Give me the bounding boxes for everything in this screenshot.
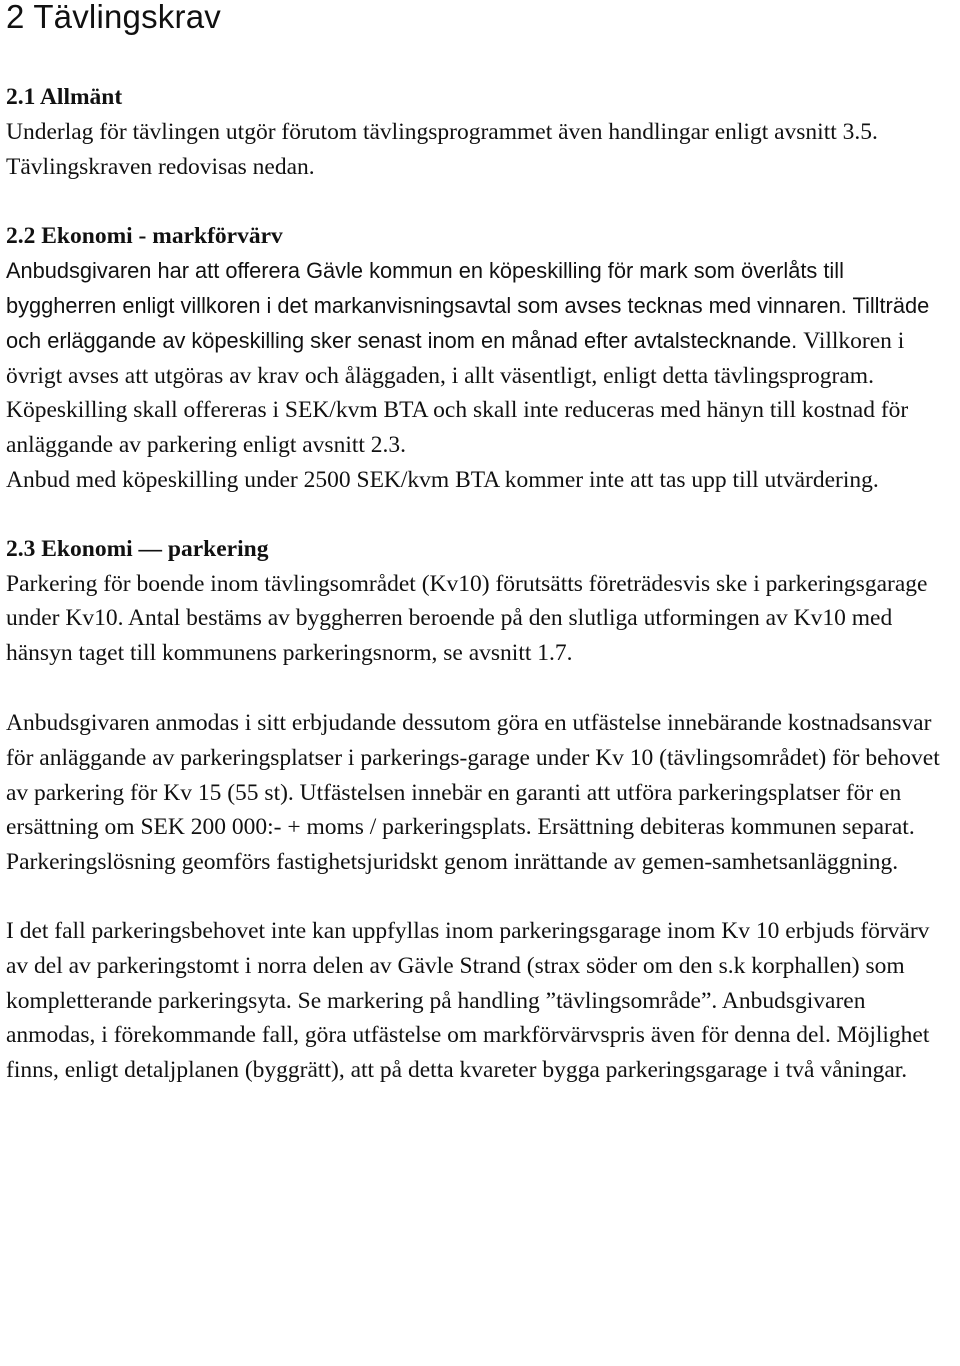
section-2-3-title: 2.3 Ekonomi — parkering	[6, 535, 269, 562]
section-2-2-bid-note: Anbud med köpeskilling under 2500 SEK/kvm BTA kommer inte att tas upp till utvärdering.	[6, 466, 879, 493]
section-2-2-text-sans: Anbudsgivaren har att offerera Gävle kommun en köpeskilling för mark som överlåts till byggherren enligt villkoren i det markanvisningsavtal som avses tecknas med vinnaren. Tillträde och erläggande av köpeskilling sker senast inom en månad efter avtalstecknande.	[6, 258, 930, 353]
document-page	[6, 0, 956, 1088]
section-2-1	[6, 80, 956, 184]
section-2-2-text-serif: Villkoren i övrigt avses att utgöras av krav och åläggaden, i allt väsentligt, enligt detta tävlingsprogram. Köpeskilling skall offereras i SEK/kvm BTA och skall inte reduceras med hänyn till kostnad för anläggande av parkering enligt avsnitt 2.3.	[6, 327, 909, 459]
section-2-3-paragraph-4: I det fall parkeringsbehovet inte kan uppfyllas inom parkeringsgarage inom Kv 10 erbjuds förvärv av del av parkeringstomt i norra delen av Gävle Strand (strax söder om den s.k korphallen) som kompletterande parkeringsyta. Se markering på handling ”tävlingsområde”. Anbudsgivaren anmodas, i förekommande fall, göra utfästelse om markförvärvspris även för denna del. Möjlighet finns, enligt detaljplanen (byggrätt), att på detta kvareter bygga parkeringsgarage i två våningar.	[6, 917, 930, 1084]
spacer	[6, 184, 956, 219]
spacer	[6, 34, 956, 80]
section-2-2-title: 2.2 Ekonomi - markförvärv	[6, 223, 283, 250]
spacer	[6, 671, 956, 706]
section-2-3-paragraph-3: Parkeringslösning geomförs fastighetsjuridskt genom inrättande av gemen-samhetsanläggning.	[6, 849, 899, 876]
spacer	[6, 880, 956, 914]
chapter-heading: 2 Tävlingskrav	[6, 0, 221, 35]
section-2-3-paragraph-2: Anbudsgivaren anmodas i sitt erbjudande dessutom göra en utfästelse innebärande kostnadsansvar för anläggande av parkeringsplatser i parkerings-garage under Kv 10 (tävlingsområdet) för behovet av parkering för Kv 15 (55 st). Utfästelsen innebär en garanti att utföra parkeringsplatser för en ersättning om SEK 200 000:- + moms / parkeringsplats. Ersättning debiteras kommunen separat.	[6, 709, 940, 841]
section-2-3	[6, 532, 956, 1088]
section-2-1-text: Underlag för tävlingen utgör förutom tävlingsprogrammet även handlingar enligt avsnitt 3.5. Tävlingskraven redovisas nedan.	[6, 118, 878, 180]
section-2-2	[6, 219, 956, 497]
section-2-3-paragraph-1: Parkering för boende inom tävlingsområdet (Kv10) förutsätts företrädesvis ske i parkeringsgarage under Kv10. Antal bestäms av byggherren beroende på den slutliga utformingen av Kv10 med hänsyn taget till kommunens parkeringsnorm, se avsnitt 1.7.	[6, 570, 928, 667]
spacer	[6, 498, 956, 532]
section-2-2-text	[6, 254, 956, 463]
section-2-1-title: 2.1 Allmänt	[6, 84, 123, 110]
